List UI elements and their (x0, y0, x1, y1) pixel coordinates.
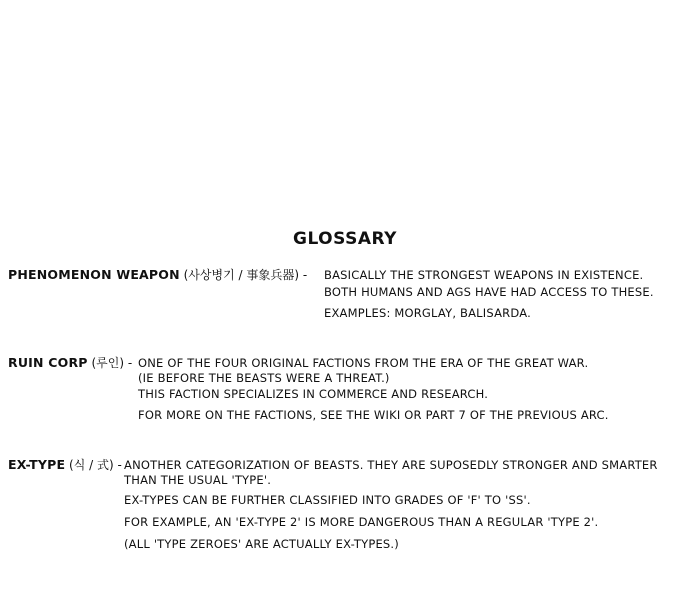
glossary-definition-line: (ALL 'TYPE ZEROES' ARE ACTUALLY EX-TYPES.) (124, 537, 399, 551)
glossary-entry-ex-type (8, 456, 122, 473)
glossary-definition-line: (IE BEFORE THE BEASTS WERE A THREAT.) (138, 371, 390, 385)
glossary-term: PHENOMENON WEAPON (8, 267, 180, 282)
glossary-definition-line: ONE OF THE FOUR ORIGINAL FACTIONS FROM THE ERA OF THE GREAT WAR. (138, 356, 589, 370)
glossary-term-native: (루인) (91, 356, 125, 370)
glossary-definition-line: FOR EXAMPLE, AN 'EX-TYPE 2' IS MORE DANGEROUS THAN A REGULAR 'TYPE 2'. (124, 515, 599, 529)
glossary-dash: - (302, 268, 308, 282)
glossary-term: EX-TYPE (8, 457, 66, 472)
glossary-term-native: (식 / 式) (69, 458, 114, 472)
glossary-definition-line: BOTH HUMANS AND AGS HAVE HAD ACCESS TO THESE. (324, 285, 654, 299)
glossary-definition-line: EX-TYPES CAN BE FURTHER CLASSIFIED INTO GRADES OF 'F' TO 'SS'. (124, 493, 531, 507)
glossary-entry-phenomenon-weapon (8, 266, 307, 283)
glossary-definition-line: THIS FACTION SPECIALIZES IN COMMERCE AND RESEARCH. (138, 387, 489, 401)
glossary-dash: - (117, 458, 122, 472)
glossary-definition-line: FOR MORE ON THE FACTIONS, SEE THE WIKI OR PART 7 OF THE PREVIOUS ARC. (138, 408, 609, 422)
glossary-definition-line: ANOTHER CATEGORIZATION OF BEASTS. THEY ARE SUPOSEDLY STRONGER AND SMARTER (124, 458, 658, 472)
glossary-term-native: (사상병기 / 事象兵器) (183, 268, 300, 282)
glossary-definition-line: THAN THE USUAL 'TYPE'. (124, 473, 272, 487)
glossary-dash: - (127, 356, 133, 370)
glossary-entry-ruin-corp (8, 354, 132, 371)
glossary-definition-line: EXAMPLES: MORGLAY, BALISARDA. (324, 306, 531, 320)
glossary-definition-line: BASICALLY THE STRONGEST WEAPONS IN EXISTENCE. (324, 268, 644, 282)
page-title: GLOSSARY (293, 229, 397, 249)
glossary-term: RUIN CORP (8, 355, 88, 370)
